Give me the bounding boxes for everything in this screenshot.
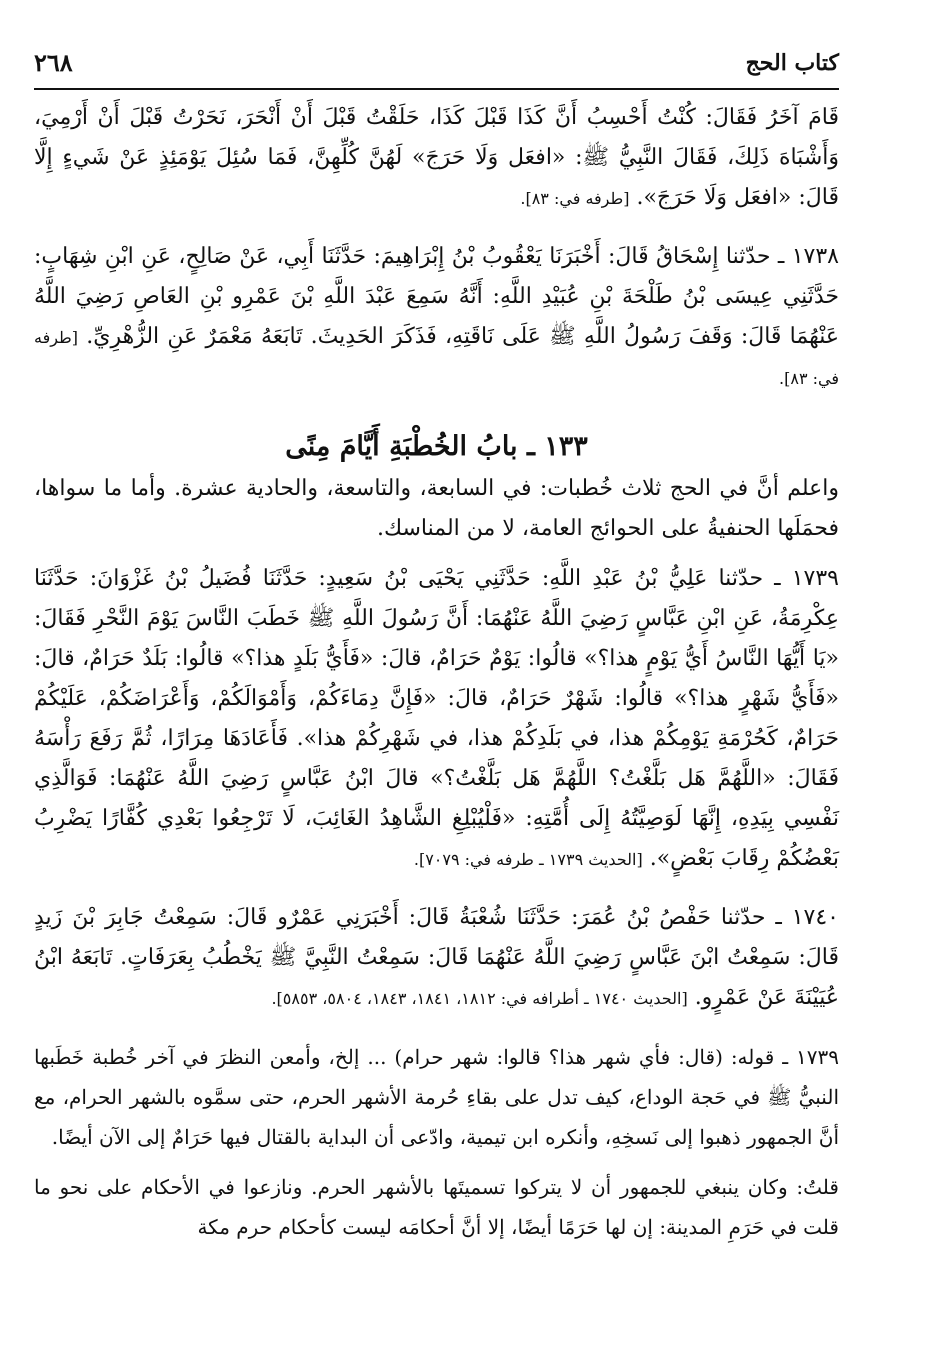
- hadith-1740: [34, 898, 839, 1019]
- hadith-1738: [34, 237, 839, 399]
- cross-reference: [الحديث ١٧٣٩ ـ طرفه في: ٧٠٧٩].: [413, 850, 643, 869]
- chapter-note: واعلم أنَّ في الحج ثلاث خُطبات: في السابعة، والتاسعة، والحادية عشرة. وأما ما سواها، فحمَلَها الحنفيةُ على الحوائج العامة، لا من المناسك.: [34, 476, 839, 541]
- cross-reference: [طرفه في: ٨٣].: [520, 189, 630, 208]
- page-header: [34, 38, 839, 90]
- cross-reference: [الحديث ١٧٤٠ ـ أطرافه في: ١٨١٢، ١٨٤١، ١٨٤٣، ٥٨٠٤، ٥٨٥٣].: [271, 989, 688, 1008]
- commentary-1739: ١٧٣٩ ـ قوله: (قال: فأي شهر هذا؟ قالوا: شهر حرام) ... إلخ، وأمعن النظرَ في آخر خُطبة خَطَبها النبيُّ ﷺ في حَجة الوداع، كيف تدل على بقاءِ حُرمة الأشهر الحرم، حتى سمَّوه بالشهر الحرام، مع أنَّ الجمهور ذهبوا إلى نَسخِهِ، وأنكره ابن تيمية، وادّعى أن البداية بالقتال فيها حَرَامٌ إلى الآن أيضًا.: [34, 1045, 839, 1149]
- hadith-1739: [34, 559, 839, 880]
- book-title: كتاب الحج: [745, 50, 839, 76]
- hadith-text: ١٧٤٠ ـ حدّثنا حَفْصُ بْنُ عُمَرَ: حَدَّثَنَا شُعْبَةُ قَالَ: أَخْبَرَنِي عَمْرٌو قَالَ: سَمِعْتُ جَابِرَ بْنَ زَيدٍ قَالَ: سَمِعْتُ ابْنَ عَبَّاسٍ رَضِيَ اللَّهُ عَنْهُمَا قَالَ: سَمِعْتُ النَّبِيَّ ﷺ يَخْطُبُ بِعَرَفَاتٍ. تَابَعَهُ ابْنُ عُيَيْنَةَ عَنْ عَمْرٍو.: [34, 905, 839, 1010]
- page-number: ٢٦٨: [34, 48, 73, 77]
- hadith-text: ١٧٣٨ ـ حدّثنا إِسْحَاقُ قَالَ: أَخْبَرَنَا يَعْقُوبُ بْنُ إِبْرَاهِيمَ: حَدَّثَنَا أَبِي، عَنْ صَالِحٍ، عَنِ ابْنِ شِهَابٍ: حَدَّثَنِي عِيسَى بْنُ طَلْحَةَ بْنِ عُبَيْدِ اللَّهِ: أَنَّهُ سَمِعَ عَبْدَ اللَّهِ بْنَ عَمْرِو بْنِ العَاصِ رَضِيَ اللَّهُ عَنْهُمَا قَالَ: وَقَفَ رَسُولُ اللَّهِ ﷺ عَلَى نَاقَتِهِ، فَذَكَرَ الحَدِيثَ. تَابَعَهُ مَعْمَرٌ عَنِ الزُّهْرِيِّ.: [34, 244, 839, 349]
- hadith-text: قَامَ آخَرُ فَقَالَ: كُنْتُ أَحْسِبُ أَنَّ كَذَا قَبْلَ كَذَا، حَلَقْتُ قَبْلَ أَنْ أَنْحَرَ، نَحَرْتُ قَبْلَ أَنْ أَرْمِيَ، وَأَشْبَاهَ ذَلِكَ، فَقَالَ النَّبِيُّ ﷺ: «افعَل وَلَا حَرَجَ» لَهُنَّ كُلِّهِنَّ، فَمَا سُئِلَ يَوْمَئِذٍ عَنْ شَيءٍ إِلَّا قَالَ: «افعَل وَلَا حَرَجَ».: [34, 105, 839, 210]
- chapter-heading: ١٣٣ ـ بابُ الخُطْبَةِ أَيَّامَ مِنًى: [285, 431, 588, 462]
- hadith-text: ١٧٣٩ ـ حدّثنا عَلِيُّ بْنُ عَبْدِ اللَّهِ: حَدَّثَنِي يَحْيَى بْنُ سَعِيدٍ: حَدَّثَنَا فُضَيلُ بْنُ غَزْوَانَ: حَدَّثَنَا عِكْرِمَةُ، عَنِ ابْنِ عَبَّاسٍ رَضِيَ اللَّهُ عَنْهُمَا: أَنَّ رَسُولَ اللَّهِ ﷺ خَطَبَ النَّاسَ يَوْمَ النَّحْرِ فَقَالَ: «يَا أَيُّهَا النَّاسُ أَيُّ يَوْمٍ هذا؟» قالُوا: يَوْمٌ حَرَامٌ، قالَ: «فَأَيُّ بَلَدٍ هذا؟» قالُوا: بَلَدٌ حَرَامٌ، قالَ: «فَأَيُّ شَهْرٍ هذا؟» قالُوا: شَهْرٌ حَرَامٌ، قالَ: «فَإِنَّ دِمَاءَكُمْ، وَأَمْوَالَكُمْ، وَأَعْرَاضَكُمْ، عَلَيْكُمْ حَرَامٌ، كَحُرْمَةِ يَوْمِكُمْ هذا، في بَلَدِكُمْ هذا، في شَهْرِكُمْ هذا». فَأَعَادَهَا مِرَارًا، ثُمَّ رَفَعَ رَأْسَهُ فَقَالَ: «اللَّهُمَّ هَل بَلَّغْتُ؟ اللَّهُمَّ هَل بَلَّغْتُ؟» قالَ ابْنُ عَبَّاسٍ رَضِيَ اللَّهُ عَنْهُمَا: فَوَالَّذِي نَفْسِي بِيَدِهِ، إِنَّهَا لَوَصِيَّتُهُ إِلَى أُمَّتِهِ: «فَلْيُبْلِغِ الشَّاهِدُ الغَائِبَ، لَا تَرْجِعُوا بَعْدِي كُفَّارًا يَضْرِبُ بَعْضُكُمْ رِقَابَ بَعْضٍ».: [34, 566, 839, 871]
- hadith-continuation: [34, 98, 839, 219]
- commentary-continued: قلتُ: وكان ينبغي للجمهور أن لا يتركوا تسميتَها بالأشهر الحرم. ونازعوا في الأحكام على نحو ما قلت في حَرَمِ المدينة: إن لها حَرَمًا أيضًا، إلا أنَّ أحكامَه ليست كأحكام حرم مكة: [34, 1175, 839, 1239]
- book-page: [34, 38, 839, 1338]
- cross-reference: [طرفه في: ٨٣].: [34, 328, 839, 388]
